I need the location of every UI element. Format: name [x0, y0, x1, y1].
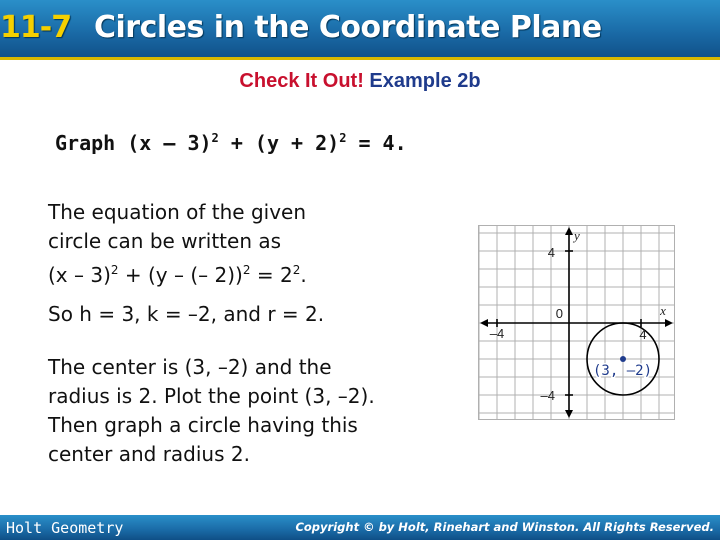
para1-line1: The equation of the given — [48, 200, 307, 224]
example-heading — [0, 70, 720, 93]
problem-part2: + (y + 2) — [218, 131, 340, 155]
tick-label-x-right: 4 — [639, 327, 647, 342]
problem-part3: = 4. — [346, 131, 407, 155]
problem-part1: (x – 3) — [127, 131, 212, 155]
y-axis-label: y — [574, 228, 580, 243]
paragraph-equation — [48, 198, 307, 290]
eq-c: = 2 — [250, 263, 293, 287]
problem-exp1: 2 — [211, 131, 219, 145]
para3-line4: center and radius 2. — [48, 442, 250, 466]
origin-label: 0 — [555, 306, 563, 321]
para2-text: So h = 3, k = –2, and r = 2. — [48, 302, 325, 326]
footer-copyright: Copyright © by Holt, Rinehart and Winston. All Rights Reserved. — [295, 520, 714, 534]
slide-footer — [0, 515, 720, 540]
problem-exp2: 2 — [339, 131, 347, 145]
problem-statement — [55, 131, 407, 155]
eq-b: + (y – (– 2)) — [118, 263, 243, 287]
eq-d: . — [300, 263, 307, 287]
example-label: Example 2b — [369, 70, 481, 92]
slide-header — [0, 0, 720, 60]
para1-line2: circle can be written as — [48, 229, 282, 253]
center-point — [620, 356, 626, 362]
eq-a: (x – 3) — [48, 263, 111, 287]
center-point-label: (3, –2) — [593, 363, 653, 379]
tick-label-y-bottom: –4 — [540, 388, 555, 403]
problem-lead: Graph — [55, 131, 128, 155]
paragraph-center — [48, 353, 375, 469]
header-divider — [0, 57, 720, 60]
slide-title: Circles in the Coordinate Plane — [94, 10, 602, 45]
eq-c-exp: 2 — [292, 263, 301, 277]
footer-course: Holt Geometry — [6, 519, 124, 537]
check-it-out-label: Check It Out! — [239, 70, 364, 92]
paragraph-hkr — [48, 300, 324, 329]
eq-a-exp: 2 — [110, 263, 119, 277]
eq-b-exp: 2 — [242, 263, 251, 277]
para3-line2: radius is 2. Plot the point (3, –2). — [48, 384, 375, 408]
lesson-number: 11-7 — [0, 10, 72, 45]
coordinate-graph — [478, 225, 675, 420]
para3-line1: The center is (3, –2) and the — [48, 355, 332, 379]
para1-equation — [48, 256, 307, 290]
x-axis-label: x — [660, 303, 666, 318]
tick-label-y-top: 4 — [547, 245, 555, 260]
para3-line3: Then graph a circle having this — [48, 413, 358, 437]
tick-label-x-left: –4 — [489, 326, 505, 341]
